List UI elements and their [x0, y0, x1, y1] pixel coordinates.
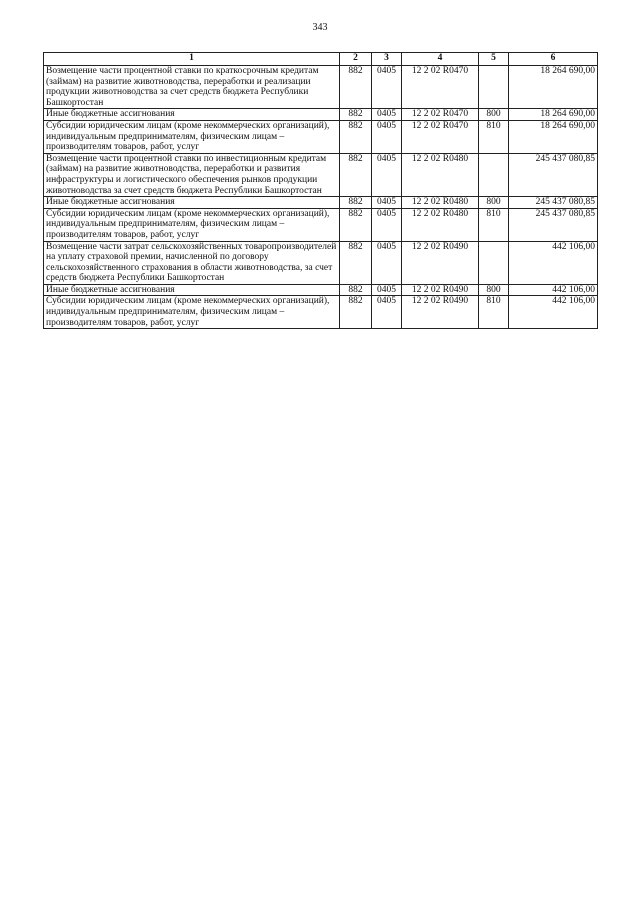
row-expense-type: 800: [479, 197, 509, 209]
header-col-4: 4: [402, 53, 479, 66]
row-ministry: 882: [340, 197, 372, 209]
row-expense-type: 800: [479, 109, 509, 121]
row-section: 0405: [372, 197, 402, 209]
row-name: Субсидии юридическим лицам (кроме некоммерческих организаций), индивидуальным предпринимателям, физическим лицам – производителям товаров, работ, услуг: [44, 208, 340, 241]
row-amount: 18 264 690,00: [509, 66, 598, 109]
table-row: [44, 197, 598, 209]
table-row: [44, 208, 598, 241]
row-amount: 442 106,00: [509, 296, 598, 329]
table-row: [44, 241, 598, 284]
header-col-5: 5: [479, 53, 509, 66]
row-amount: 245 437 080,85: [509, 208, 598, 241]
row-section: 0405: [372, 208, 402, 241]
row-section: 0405: [372, 153, 402, 196]
row-ministry: 882: [340, 153, 372, 196]
row-expense-type: 810: [479, 296, 509, 329]
row-expense-type: [479, 66, 509, 109]
row-name: Субсидии юридическим лицам (кроме некоммерческих организаций), индивидуальным предпринимателям, физическим лицам – производителям товаров, работ, услуг: [44, 296, 340, 329]
row-target: 12 2 02 R0470: [402, 66, 479, 109]
table-header-row: [44, 53, 598, 66]
row-name: Иные бюджетные ассигнования: [44, 284, 340, 296]
row-expense-type: 800: [479, 284, 509, 296]
row-amount: 245 437 080,85: [509, 153, 598, 196]
header-col-3: 3: [372, 53, 402, 66]
row-section: 0405: [372, 120, 402, 153]
row-ministry: 882: [340, 241, 372, 284]
row-name: Иные бюджетные ассигнования: [44, 109, 340, 121]
row-ministry: 882: [340, 208, 372, 241]
budget-table: [43, 52, 598, 329]
row-section: 0405: [372, 109, 402, 121]
row-ministry: 882: [340, 120, 372, 153]
header-col-2: 2: [340, 53, 372, 66]
row-expense-type: 810: [479, 120, 509, 153]
row-expense-type: 810: [479, 208, 509, 241]
row-section: 0405: [372, 241, 402, 284]
table-row: [44, 120, 598, 153]
row-expense-type: [479, 241, 509, 284]
row-amount: 442 106,00: [509, 284, 598, 296]
row-amount: 245 437 080,85: [509, 197, 598, 209]
row-name: Иные бюджетные ассигнования: [44, 197, 340, 209]
row-target: 12 2 02 R0480: [402, 197, 479, 209]
row-ministry: 882: [340, 284, 372, 296]
page-number: 343: [312, 22, 328, 33]
row-target: 12 2 02 R0480: [402, 153, 479, 196]
row-amount: 18 264 690,00: [509, 109, 598, 121]
row-name: Возмещение части процентной ставки по краткосрочным кредитам (займам) на развитие животноводства, переработки и реализации продукции животноводства за счет средств бюджета Республики Башкортостан: [44, 66, 340, 109]
table-row: [44, 284, 598, 296]
table-row: [44, 153, 598, 196]
row-ministry: 882: [340, 66, 372, 109]
row-expense-type: [479, 153, 509, 196]
row-target: 12 2 02 R0470: [402, 120, 479, 153]
row-ministry: 882: [340, 296, 372, 329]
row-section: 0405: [372, 296, 402, 329]
table-row: [44, 66, 598, 109]
row-target: 12 2 02 R0470: [402, 109, 479, 121]
row-target: 12 2 02 R0490: [402, 296, 479, 329]
row-target: 12 2 02 R0480: [402, 208, 479, 241]
row-name: Возмещение части процентной ставки по инвестиционным кредитам (займам) на развитие животноводства, переработки и развития инфраструктуры и логистического обеспечения рынков продукции животноводства за счет средств бюджета Республики Башкортостан: [44, 153, 340, 196]
row-name: Субсидии юридическим лицам (кроме некоммерческих организаций), индивидуальным предпринимателям, физическим лицам – производителям товаров, работ, услуг: [44, 120, 340, 153]
row-name: Возмещение части затрат сельскохозяйственных товаропроизводителей на уплату страховой премии, начисленной по договору сельскохозяйственного страхования в области животноводства, за счет средств бюджета Республики Башкортостан: [44, 241, 340, 284]
header-col-6: 6: [509, 53, 598, 66]
table-row: [44, 109, 598, 121]
row-ministry: 882: [340, 109, 372, 121]
table-row: [44, 296, 598, 329]
row-target: 12 2 02 R0490: [402, 284, 479, 296]
row-amount: 442 106,00: [509, 241, 598, 284]
row-section: 0405: [372, 284, 402, 296]
row-amount: 18 264 690,00: [509, 120, 598, 153]
row-section: 0405: [372, 66, 402, 109]
row-target: 12 2 02 R0490: [402, 241, 479, 284]
header-col-1: 1: [44, 53, 340, 66]
